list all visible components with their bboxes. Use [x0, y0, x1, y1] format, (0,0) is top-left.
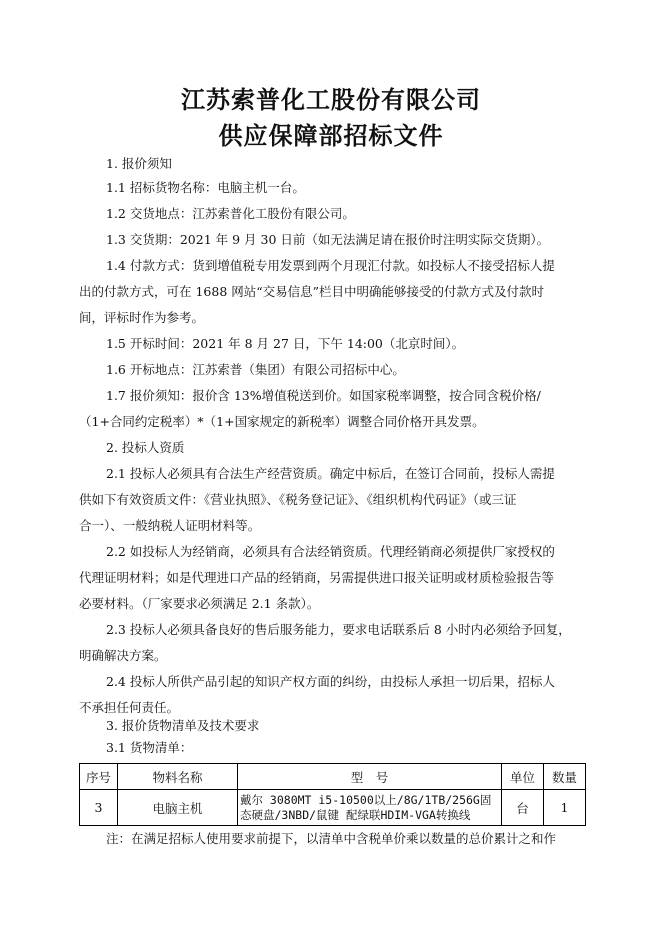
goods-table	[79, 763, 586, 826]
cell-model: 戴尔 3080MT i5-10500以上/8G/1TB/256G固态硬盘/3NBD/鼠键 配绿联HDIM-VGA转换线	[238, 790, 502, 826]
paragraph-line: 1.1 招标货物名称：电脑主机一台。	[106, 180, 305, 195]
paragraph-line: 出的付款方式，可在 1688 网站“交易信息”栏目中明确能够接受的付款方式及付款时	[79, 284, 545, 299]
paragraph-line: 1.2 交货地点：江苏索普化工股份有限公司。	[106, 206, 355, 221]
paragraph-line: 2.3 投标人必须具备良好的售后服务能力，要求电话联系后 8 小时内必须给予回复，	[106, 622, 571, 637]
paragraph-line: 合一）、一般纳税人证明材料等。	[79, 518, 261, 533]
paragraph-line: 间，评标时作为参考。	[79, 310, 205, 325]
paragraph-line: 2.2 如投标人为经销商，必须具有合法经销资质。代理经销商必须提供厂家授权的	[106, 544, 555, 559]
section-heading-1: 1. 报价须知	[106, 156, 172, 171]
paragraph-line: 3.1 货物清单：	[106, 740, 193, 755]
paragraph-line: 1.4 付款方式：货到增值税专用发票到两个月现汇付款。如投标人不接受招标人提	[106, 258, 555, 273]
cell-material-name: 电脑主机	[118, 790, 238, 826]
paragraph-line: 1.5 开标时间：2021 年 8 月 27 日，下午 14:00（北京时间）。	[106, 336, 465, 351]
paragraph-line: 2.1 投标人必须具有合法生产经营资质。确定中标后，在签订合同前，投标人需提	[106, 466, 555, 481]
paragraph-line: 2.4 投标人所供产品引起的知识产权方面的纠纷，由投标人承担一切后果，招标人	[106, 674, 555, 689]
company-title: 江苏索普化工股份有限公司	[181, 86, 481, 114]
paragraph-line: 代理证明材料；如是代理进口产品的经销商，另需提供进口报关证明或材质检验报告等	[79, 570, 555, 585]
cell-quantity: 1	[544, 790, 586, 826]
paragraph-line: （1+合同约定税率）*（1+国家规定的新税率）调整合同价格开具发票。	[79, 414, 485, 429]
paragraph-line: 1.3 交货期：2021 年 9 月 30 日前（如无法满足请在报价时注明实际交货期）。	[106, 232, 550, 247]
cell-index: 3	[80, 790, 118, 826]
header-material-name: 物料名称	[118, 764, 238, 790]
cell-unit: 台	[502, 790, 544, 826]
table-note: 注：在满足招标人使用要求前提下，以清单中含税单价乘以数量的总价累计之和作	[106, 831, 557, 846]
section-heading-3: 3. 报价货物清单及技术要求	[106, 718, 260, 733]
header-index: 序号	[80, 764, 118, 790]
paragraph-line: 明确解决方案。	[79, 648, 167, 663]
paragraph-line: 不承担任何责任。	[79, 700, 180, 715]
paragraph-line: 供如下有效资质文件：《营业执照》、《税务登记证》、《组织机构代码证》（或三证	[79, 492, 517, 507]
table-row	[80, 790, 586, 826]
paragraph-line: 必要材料。（厂家要求必须满足 2.1 条款）。	[79, 596, 320, 611]
paragraph-line: 1.7 报价须知：报价含 13%增值税送到价。如国家税率调整，按合同含税价格/	[106, 388, 541, 403]
header-model: 型 号	[238, 764, 502, 790]
document-title: 供应保障部招标文件	[218, 122, 444, 150]
header-unit: 单位	[502, 764, 544, 790]
table-header-row	[80, 764, 586, 790]
header-quantity: 数量	[544, 764, 586, 790]
paragraph-line: 1.6 开标地点：江苏索普（集团）有限公司招标中心。	[106, 362, 405, 377]
section-heading-2: 2. 投标人资质	[106, 440, 185, 455]
